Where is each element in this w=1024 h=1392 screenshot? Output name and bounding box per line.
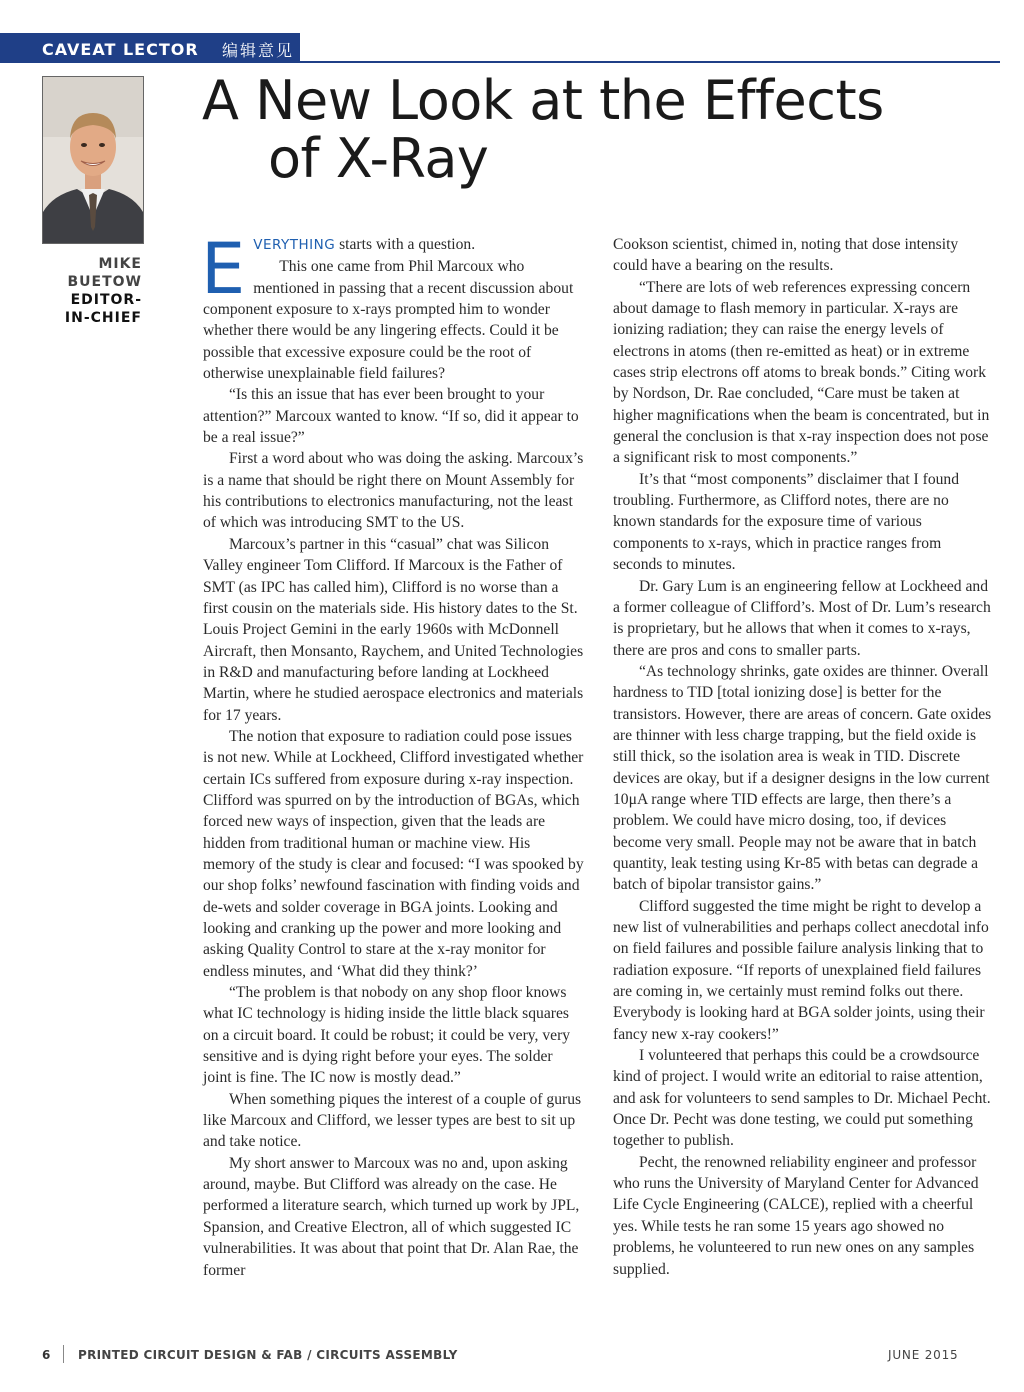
issue-date: JUNE 2015 (888, 1348, 959, 1362)
section-label: CAVEAT LECTOR (42, 40, 199, 59)
footer-divider (63, 1345, 64, 1363)
author-first-name: MIKE (98, 256, 142, 272)
paragraph: First a word about who was doing the asking. Marcoux’s is a name that should be right there on Mount Assembly for his contributions to electronics manufacturing, not the least of which was introducing SMT to the US. (203, 450, 584, 532)
paragraph: Pecht, the renowned reliability engineer and professor who runs the University of Maryland Center for Advanced Life Cycle Engineering (CALCE), replied with a cheerful yes. While tests he ran some 15 years ago showed no problems, he volunteered to run new ones on any samples supplied. (613, 1153, 979, 1278)
paragraph: It’s that “most components” disclaimer that I found troubling. Furthermore, as Clifford notes, there are no known standards for the exposure time of various components to x-rays, which in practice ranges from seconds to minutes. (613, 470, 960, 574)
drop-cap: E (201, 228, 246, 310)
paragraph-continued: Cookson scientist, chimed in, noting that dose intensity could have a bearing on the results. (613, 236, 959, 275)
paragraph: “Is this an issue that has ever been brought to your attention?” Marcoux wanted to know. “If so, did it appear to be a real issue?” (203, 386, 579, 447)
article-title (202, 69, 1002, 190)
author-byline (40, 255, 142, 327)
paragraph: When something piques the interest of a couple of gurus like Marcoux and Clifford, we lesser types are best to sit up and take notice. (203, 1090, 582, 1151)
article-title-line1: A New Look at the Effects (202, 69, 884, 132)
header-rule (300, 61, 1000, 63)
article-title-line2: of X-Ray (268, 127, 489, 190)
paragraph: “The problem is that nobody on any shop floor knows what IC technology is hiding inside the little black squares on a circuit board. It could be robust; it could be very, very sensitive and is dying right before your eyes. The solder joint is fine. The IC now is mostly dead.” (203, 984, 571, 1087)
author-role-line1: EDITOR- (70, 292, 142, 308)
paragraph: Marcoux’s partner in this “casual” chat was Silicon Valley engineer Tom Clifford. If Marcoux is the Father of SMT (as IPC has called him), Clifford is no worse than a first cousin on the materials side. His history dates to the St. Louis Project Gemini in the early 1960s with McDonnell Aircraft, then Monsanto, Raychem, and United Technologies in R&D and manufacturing before landing at Lockheed Martin, where he studied aerospace electronics and materials for 17 years. (203, 535, 584, 724)
author-last-name: BUETOW (67, 274, 142, 290)
paragraph: “As technology shrinks, gate oxides are thinner. Overall hardness to TID [total ionizing dose] is better for the transistors. However, there are areas of concern. Gate oxides are thinner with less charge trapping, but the field oxide is still thick, so the isolation area is weak in TID. Discrete devices are okay, but if a designer designs in the low current 10μA range where TID effects are large, then there’s a problem. We could have micro dosing, too, if devices become very small. People may not be aware that in batch quantity, leak testing using Kr-85 with betas can degrade a batch of bipolar transistor gains.” (613, 662, 992, 894)
paragraph: My short answer to Marcoux was no and, upon asking around, maybe. But Clifford was already on the case. He performed a literature search, which turned up work by JPL, Spansion, and Creative Electron, all of which suggested IC vulnerabilities. It was about that point that Dr. Alan Rae, the former (203, 1154, 580, 1279)
publication-name: PRINTED CIRCUIT DESIGN & FAB / CIRCUITS ASSEMBLY (78, 1348, 458, 1362)
paragraph-opening (201, 228, 584, 310)
page-number: 6 (42, 1348, 51, 1362)
paragraph: I volunteered that perhaps this could be a crowdsource kind of project. I would write an editorial to raise attention, and ask for volunteers to send samples to Dr. Michael Pecht. Once Dr. Pecht was done testing, we could put something together to publish. (613, 1047, 991, 1150)
article-column-left (201, 228, 584, 1281)
section-label-chinese: 编辑意见 (222, 41, 295, 60)
author-portrait-icon (43, 77, 143, 243)
article-column-right (613, 234, 994, 1280)
author-photo (42, 76, 144, 244)
paragraph: The notion that exposure to radiation could pose issues is not new. While at Lockheed, Clifford investigated whether certain ICs suffered from exposure during x-ray inspection. Clifford was spurred on by the introduction of BGAs, which forced new ways of inspection, given that the leads are hidden from traditional human or machine view. His memory of the study is clear and focused: “I was spooked by our shop folks’ newfound fascination with finding voids and de-wets and solder coverage in BGA joints. Looking and looking and cranking up the power and more looking and asking Quality Control to stare at the x-ray monitor for endless minutes, and ‘What did they think?’ (203, 727, 584, 980)
lead-in: VERYTHING (253, 237, 336, 253)
paragraph: This one came from Phil Marcoux who mentioned in passing that a recent discussion about component exposure to x-rays prompted him to wonder whether there would be any lingering effects. Could it be possible that excessive exposure could be the root of otherwise unexplainable field failures? (203, 258, 574, 383)
section-header (0, 33, 300, 63)
paragraph: “There are lots of web references expressing concern about damage to flash memory in particular. X-rays are ionizing radiation; they can raise the energy levels of electrons in atoms (then re-emitted as heat) or in extreme cases strip electrons off atoms to break bonds.” Citing work by Nordson, Dr. Rae concluded, “Care must be taken at higher magnifications when the beam is concentrated, but in general the conclusion is that x-ray inspection does not pose a significant risk to most components.” (613, 278, 990, 467)
paragraph: Clifford suggested the time might be right to develop a new list of vulnerabilities and perhaps collect anecdotal info on field failures and possible failure analysis linking that to radiation exposure. “If reports of unexplained field failures are coming in, we certainly must remind folks out there. Everybody is looking hard at BGA solder joints, using their fancy new x-ray cookers!” (613, 897, 989, 1043)
page-footer (0, 1345, 1024, 1365)
author-role-line2: IN-CHIEF (64, 310, 142, 326)
paragraph: Dr. Gary Lum is an engineering fellow at Lockheed and a former colleague of Clifford’s. Most of Dr. Lum’s research is proprietary, but he allows that when it comes to x-rays, there are pros and cons to smaller parts. (613, 577, 991, 659)
opening-text: starts with a question. (335, 236, 476, 253)
